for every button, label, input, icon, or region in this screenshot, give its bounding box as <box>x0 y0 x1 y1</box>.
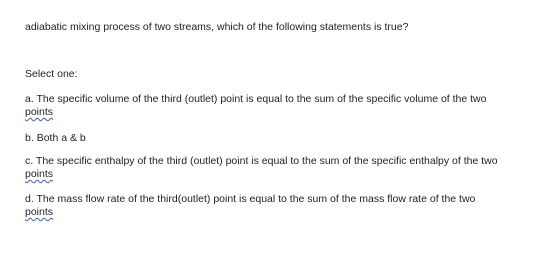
question-text: adiabatic mixing process of two streams, which of the following statements is true? <box>25 21 409 33</box>
option-d-text: The mass flow rate of the third(outlet) point is equal to the sum of the mass flow rate of the two <box>36 193 476 205</box>
option-b-text: Both a & b <box>36 132 86 144</box>
option-b[interactable] <box>25 132 530 145</box>
option-c-prefix: c. <box>25 155 34 167</box>
option-a[interactable] <box>25 93 530 119</box>
option-d-continuation: points <box>25 206 54 218</box>
option-b-line <box>25 132 530 145</box>
option-a-text: The specific volume of the third (outlet) point is equal to the sum of the specific volume of the two <box>36 93 487 105</box>
option-b-prefix: b. <box>25 132 34 144</box>
option-c-line <box>25 155 530 168</box>
option-c-text: The specific enthalpy of the third (outlet) point is equal to the sum of the specific enthalpy of the two <box>35 155 498 167</box>
option-d-prefix: d. <box>25 193 34 205</box>
option-a-line <box>25 93 530 106</box>
option-a-prefix: a. <box>25 93 34 105</box>
option-d[interactable] <box>25 193 530 219</box>
option-a-continuation: points <box>25 106 54 118</box>
answer-options <box>25 93 530 219</box>
option-c-continuation: points <box>25 168 54 180</box>
option-c[interactable] <box>25 155 530 181</box>
select-one-prompt: Select one: <box>25 68 78 80</box>
option-d-line <box>25 193 530 206</box>
